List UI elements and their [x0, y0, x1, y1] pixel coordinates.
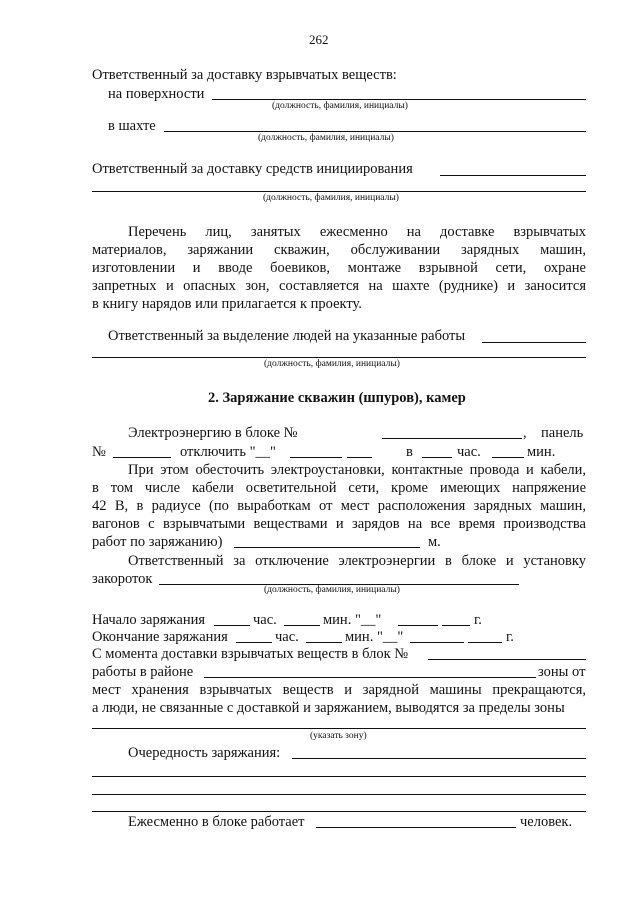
charging-end-hours: час.	[275, 629, 299, 645]
power-off-line-1: Ответственный за отключение электроэнергии в блоке и установку	[128, 553, 586, 569]
charging-start-year: г.	[474, 612, 482, 628]
charging-end-label: Окончание заряжания	[92, 629, 228, 645]
deenergize-line-3: 42 В, в радиусе (по выработкам от мест расположения зарядных машин,	[92, 498, 586, 514]
shaft-field[interactable]	[164, 131, 586, 132]
initiation-field-1[interactable]	[440, 175, 586, 176]
page-number: 262	[309, 32, 329, 47]
shift-count-field[interactable]	[316, 827, 516, 828]
people-selection-field-1[interactable]	[482, 342, 586, 343]
panel-number-field[interactable]	[113, 457, 171, 458]
delivery-line-1: С момента доставки взрывчатых веществ в блок №	[92, 646, 409, 662]
shaft-label: в шахте	[108, 118, 156, 134]
order-field-1[interactable]	[292, 758, 586, 759]
personnel-line-3: изготовлении и вводе боевиков, монтаже взрывной сети, охране	[92, 260, 586, 276]
disconnect-at-label: в	[406, 444, 413, 460]
charging-start-month-field[interactable]	[398, 625, 438, 626]
charging-end-year-field[interactable]	[468, 642, 502, 643]
disconnect-hours-label: час.	[457, 444, 481, 460]
order-field-4[interactable]	[92, 811, 586, 812]
zone-field[interactable]	[92, 728, 586, 729]
people-selection-field-2[interactable]	[92, 357, 586, 358]
charging-end-year: г.	[506, 629, 514, 645]
panel-label: панель	[541, 425, 584, 441]
disconnect-minutes-label: мин.	[527, 444, 556, 460]
delivery-line-4: а люди, не связанные с доставкой и заряжанием, выводятся за пределы зоны	[92, 700, 565, 716]
surface-field[interactable]	[212, 99, 586, 100]
delivery-line-3: мест хранения взрывчатых веществ и зарядной машины прекращаются,	[92, 682, 586, 698]
charging-start-minute-field[interactable]	[284, 625, 320, 626]
disconnect-minute-field[interactable]	[492, 457, 524, 458]
disconnect-hour-field[interactable]	[422, 457, 452, 458]
deenergize-line-2: в том числе кабели осветительной сети, кроме имеющих напряжение	[92, 480, 586, 496]
order-label: Очередность заряжания:	[128, 745, 281, 761]
deenergize-line-1: При этом обесточить электроустановки, контактные провода и кабели,	[128, 462, 586, 478]
initiation-field-2[interactable]	[92, 191, 586, 192]
panel-num-sign: №	[92, 444, 106, 460]
disconnect-label: отключить "__"	[180, 444, 276, 460]
power-off-caption: (должность, фамилия, инициалы)	[264, 585, 400, 595]
charging-start-hour-field[interactable]	[214, 625, 250, 626]
personnel-line-4: запретных и опасных зон, составляется на шахте (руднике) и заносится	[92, 278, 586, 294]
delivery-block-field[interactable]	[428, 659, 586, 660]
initiation-caption: (должность, фамилия, инициалы)	[263, 193, 399, 203]
shift-people: человек.	[520, 814, 573, 830]
delivery-line-2-end: зоны от	[538, 664, 586, 680]
delivery-area-field[interactable]	[204, 677, 536, 678]
block-number-field[interactable]	[382, 438, 522, 439]
zone-caption: (указать зону)	[310, 731, 367, 741]
comma: ,	[523, 425, 527, 441]
charging-start-year-field[interactable]	[442, 625, 470, 626]
disconnect-date-field[interactable]	[290, 457, 342, 458]
charging-start-label: Начало заряжания	[92, 612, 206, 628]
charging-end-minutes: мин. "__"	[345, 629, 404, 645]
personnel-line-2: материалов, заряжании скважин, обслуживании зарядных машин,	[92, 242, 586, 258]
charging-end-minute-field[interactable]	[306, 642, 342, 643]
section-heading: 2. Заряжание скважин (шпуров), камер	[208, 390, 466, 406]
personnel-line-5: в книгу нарядов или прилагается к проекту.	[92, 296, 362, 312]
shaft-caption: (должность, фамилия, инициалы)	[258, 133, 394, 143]
order-field-2[interactable]	[92, 776, 586, 777]
disconnect-year-field[interactable]	[347, 457, 372, 458]
order-field-3[interactable]	[92, 794, 586, 795]
deenergize-line-5: работ по заряжанию)	[92, 534, 223, 550]
radius-field[interactable]	[234, 547, 420, 548]
delivery-line-2: работы в районе	[92, 664, 194, 680]
shift-label: Ежесменно в блоке работает	[128, 814, 305, 830]
surface-caption: (должность, фамилия, инициалы)	[272, 101, 408, 111]
personnel-line-1: Перечень лиц, занятых ежесменно на доставке взрывчатых	[128, 224, 586, 240]
surface-label: на поверхности	[108, 86, 205, 102]
initiation-label: Ответственный за доставку средств инициирования	[92, 161, 413, 177]
charging-end-month-field[interactable]	[410, 642, 464, 643]
charging-start-hours: час.	[253, 612, 277, 628]
power-off-line-2: закороток	[92, 571, 153, 587]
charging-start-minutes: мин. "__"	[323, 612, 382, 628]
power-label: Электроэнергию в блоке №	[128, 425, 298, 441]
people-selection-caption: (должность, фамилия, инициалы)	[264, 359, 400, 369]
explosives-title: Ответственный за доставку взрывчатых веществ:	[92, 67, 397, 83]
people-selection-label: Ответственный за выделение людей на указанные работы	[108, 328, 466, 344]
radius-unit: м.	[428, 534, 441, 550]
deenergize-line-4: вагонов с взрывчатыми веществами и зарядов на все время производства	[92, 516, 586, 532]
charging-end-hour-field[interactable]	[236, 642, 272, 643]
